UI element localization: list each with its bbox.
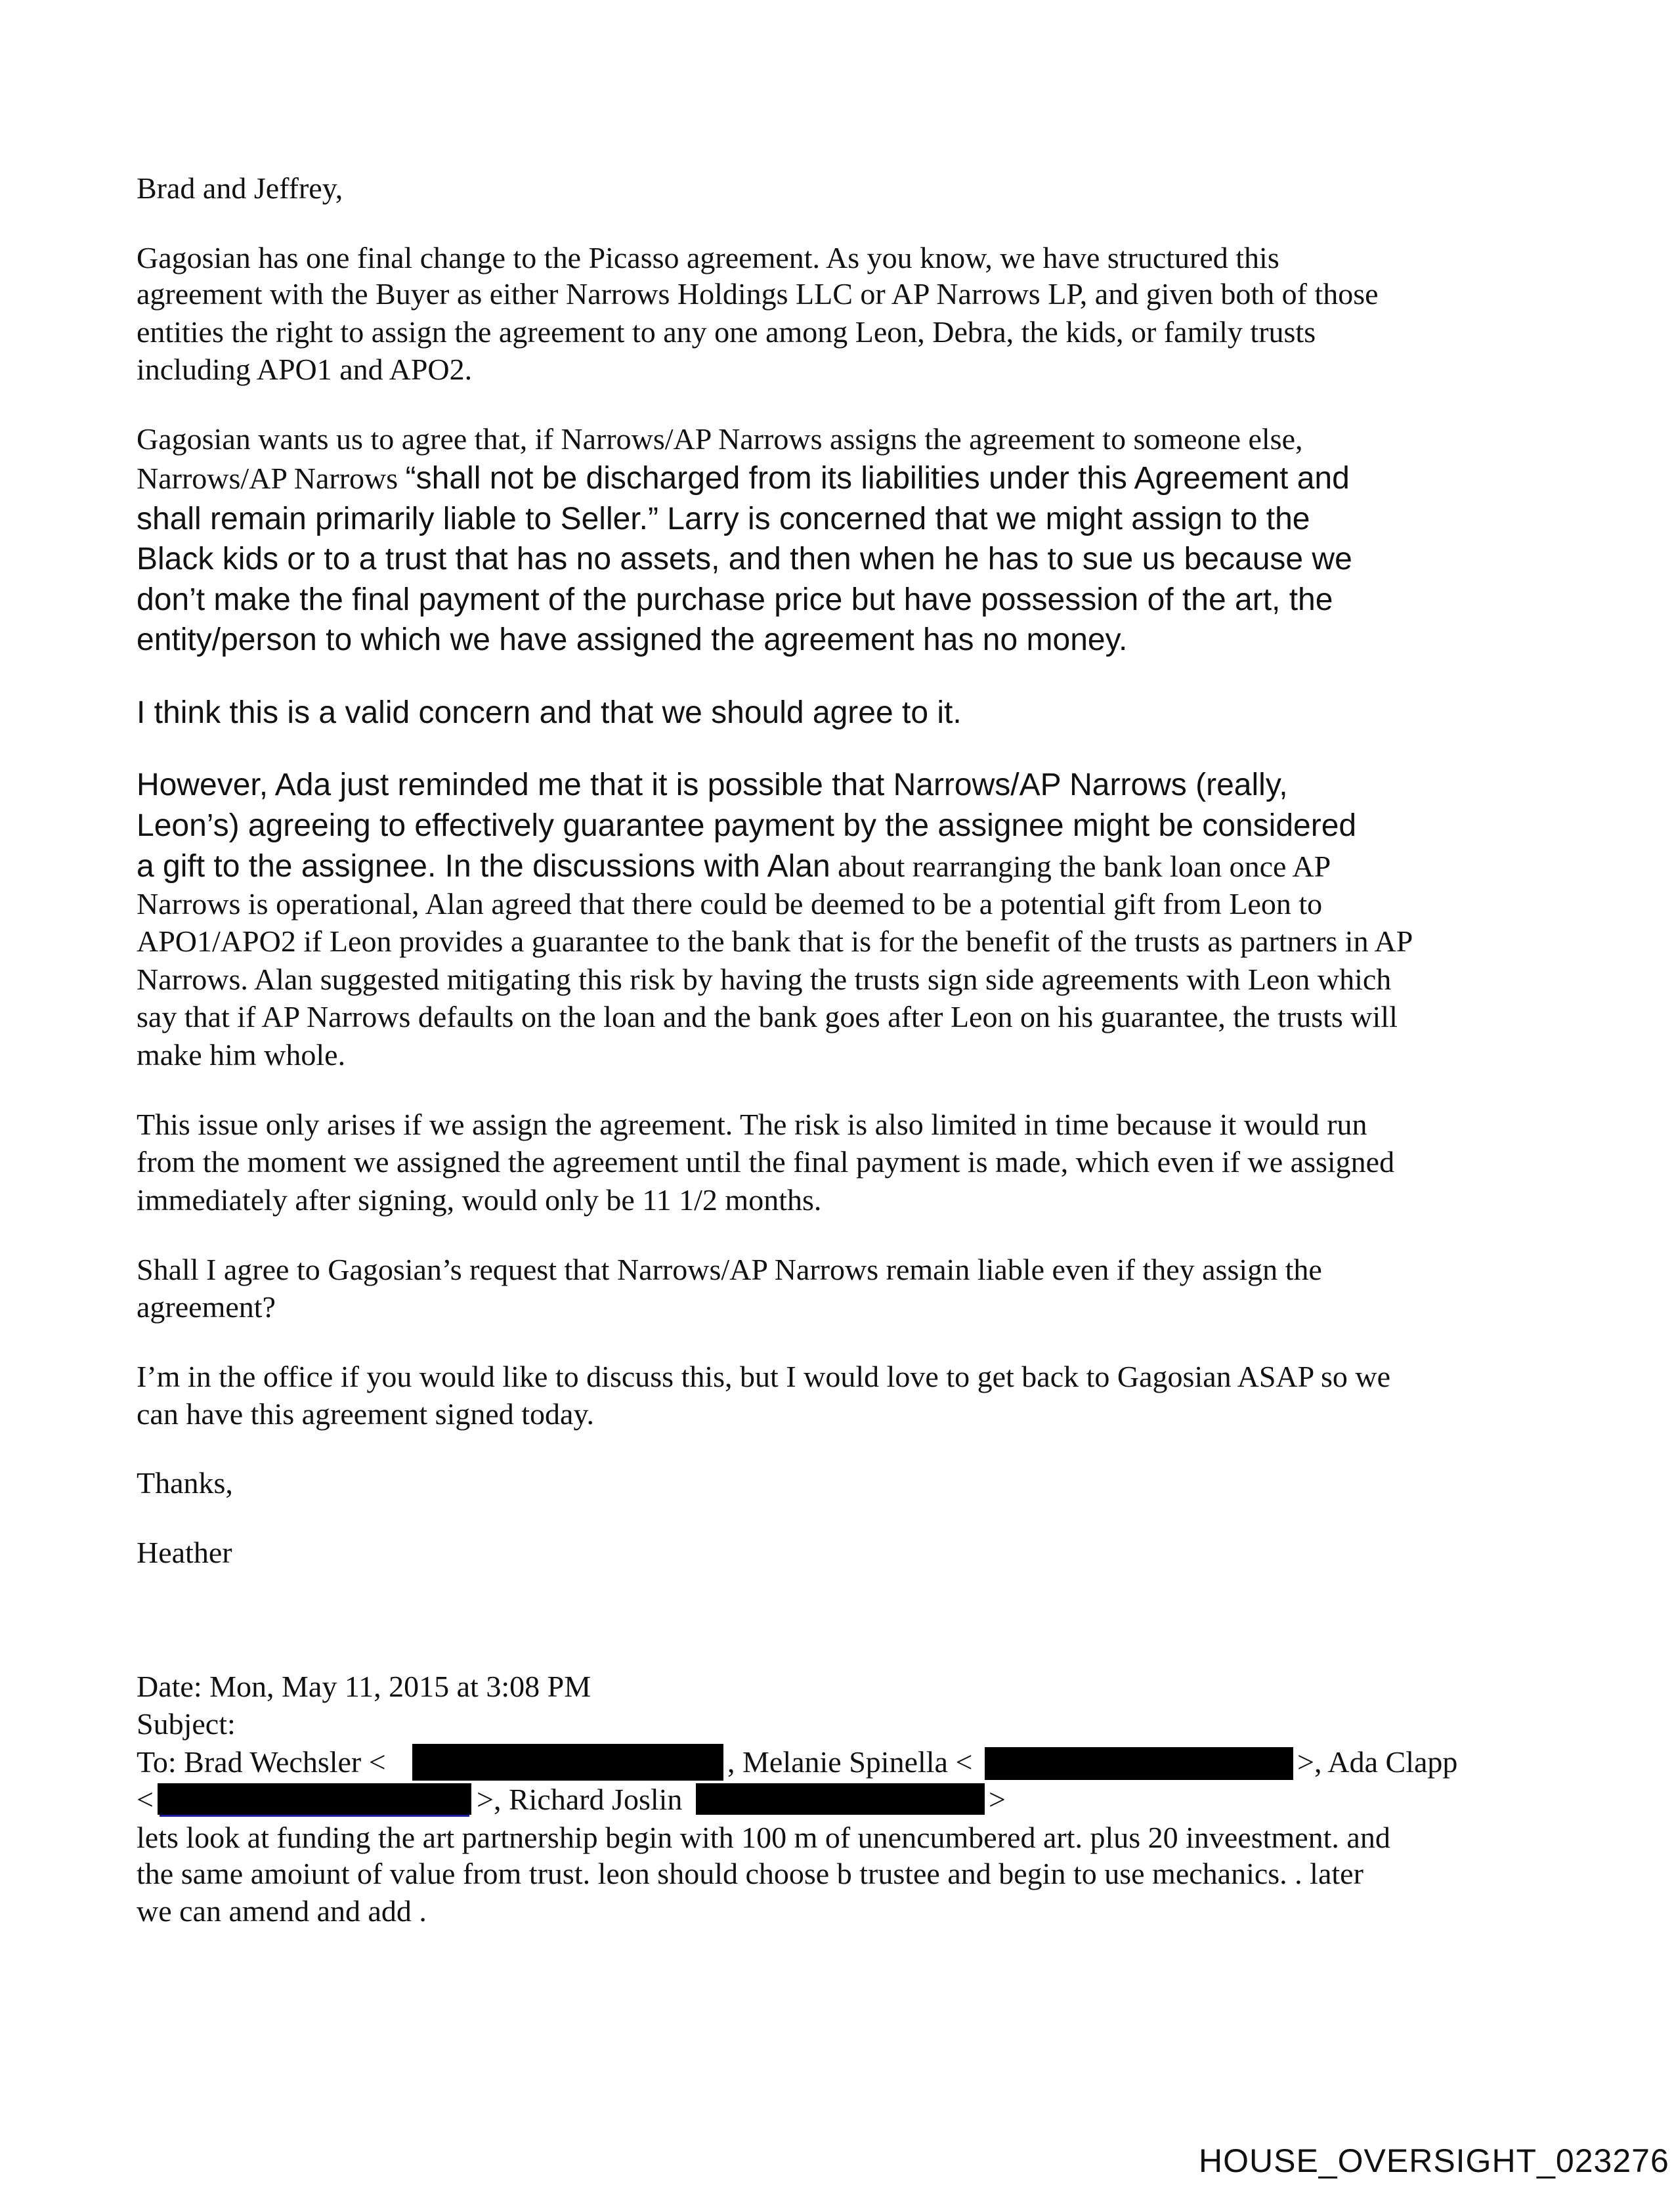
subject-line: Subject: [137, 1707, 236, 1741]
text-line [137, 847, 1331, 886]
text-line: from the moment we assigned the agreement until the final payment is made, which even if we assigned [137, 1145, 1395, 1179]
text-line: make him whole. [137, 1038, 346, 1072]
paragraph-3: I think this is a valid concern and that we should agree to it. [137, 695, 962, 730]
text-line [137, 459, 1350, 498]
text-line: entity/person to which we have assigned the agreement has no money. [137, 622, 1128, 657]
bates-number: HOUSE_OVERSIGHT_023276 [1199, 2142, 1669, 2179]
bracket: > [989, 1783, 1006, 1816]
text-line: agreement? [137, 1290, 276, 1324]
text-segment: Narrows/AP Narrows [137, 462, 406, 495]
text-segment: a gift to the assignee. In the discussions with Alan [137, 849, 830, 884]
quoted-clause: “shall not be discharged from its liabilities under this Agreement and [405, 461, 1350, 496]
text-segment: about rearranging the bank loan once AP [830, 850, 1331, 883]
recipient-name: >, Richard Joslin [477, 1783, 683, 1816]
text-line: the same amoiunt of value from trust. leon should choose b trustee and begin to use mechanics. . later [137, 1857, 1363, 1890]
date-line: Date: Mon, May 11, 2015 at 3:08 PM [137, 1670, 591, 1703]
text-line: Black kids or to a trust that has no assets, and then when he has to sue us because we [137, 542, 1352, 576]
text-line: Shall I agree to Gagosian’s request that Narrows/AP Narrows remain liable even if they assign the [137, 1253, 1322, 1286]
redaction-box [412, 1744, 723, 1781]
text-line: Gagosian has one final change to the Picasso agreement. As you know, we have structured this [137, 241, 1279, 274]
text-line: we can amend and add . [137, 1894, 427, 1928]
recipient-name: >, Ada Clapp [1297, 1745, 1458, 1779]
text-line: However, Ada just reminded me that it is possible that Narrows/AP Narrows (really, [137, 768, 1288, 802]
text-line: lets look at funding the art partnership begin with 100 m of unencumbered art. plus 20 inveestment. and [137, 1821, 1390, 1854]
to-label: To: Brad Wechsler < [137, 1745, 386, 1779]
text-line: say that if AP Narrows defaults on the loan and the bank goes after Leon on his guarantee, the trusts will [137, 1000, 1398, 1033]
text-line: don’t make the final payment of the purchase price but have possession of the art, the [137, 582, 1333, 617]
redaction-box [158, 1783, 471, 1815]
redaction-box [985, 1747, 1293, 1780]
recipient-name: , Melanie Spinella < [727, 1745, 973, 1779]
text-line: can have this agreement signed today. [137, 1397, 594, 1431]
text-line: This issue only arises if we assign the agreement. The risk is also limited in time because it would run [137, 1108, 1367, 1141]
text-line: Narrows is operational, Alan agreed that there could be deemed to be a potential gift from Leon to [137, 887, 1323, 921]
signature: Heather [137, 1536, 232, 1569]
text-line: APO1/APO2 if Leon provides a guarantee to the bank that is for the benefit of the trusts as partners in AP [137, 924, 1413, 958]
text-line: shall remain primarily liable to Seller.” Larry is concerned that we might assign to the [137, 502, 1310, 536]
text-line: including APO1 and APO2. [137, 353, 473, 386]
greeting: Brad and Jeffrey, [137, 171, 343, 205]
text-line: agreement with the Buyer as either Narrows Holdings LLC or AP Narrows LP, and given both of those [137, 277, 1379, 311]
text-line: immediately after signing, would only be 11 1/2 months. [137, 1183, 822, 1217]
text-line: Gagosian wants us to agree that, if Narrows/AP Narrows assigns the agreement to someone else, [137, 422, 1303, 456]
redaction-box [696, 1783, 985, 1815]
closing: Thanks, [137, 1466, 233, 1500]
text-line: Leon’s) agreeing to effectively guarantee payment by the assignee might be considered [137, 808, 1357, 843]
text-line: Narrows. Alan suggested mitigating this risk by having the trusts sign side agreements with Leon which [137, 963, 1392, 996]
text-line: I’m in the office if you would like to discuss this, but I would love to get back to Gagosian ASAP so we [137, 1360, 1391, 1393]
text-line: entities the right to assign the agreement to any one among Leon, Debra, the kids, or family trusts [137, 315, 1316, 349]
bracket: < [137, 1783, 154, 1816]
email-link-underline[interactable] [160, 1815, 469, 1817]
